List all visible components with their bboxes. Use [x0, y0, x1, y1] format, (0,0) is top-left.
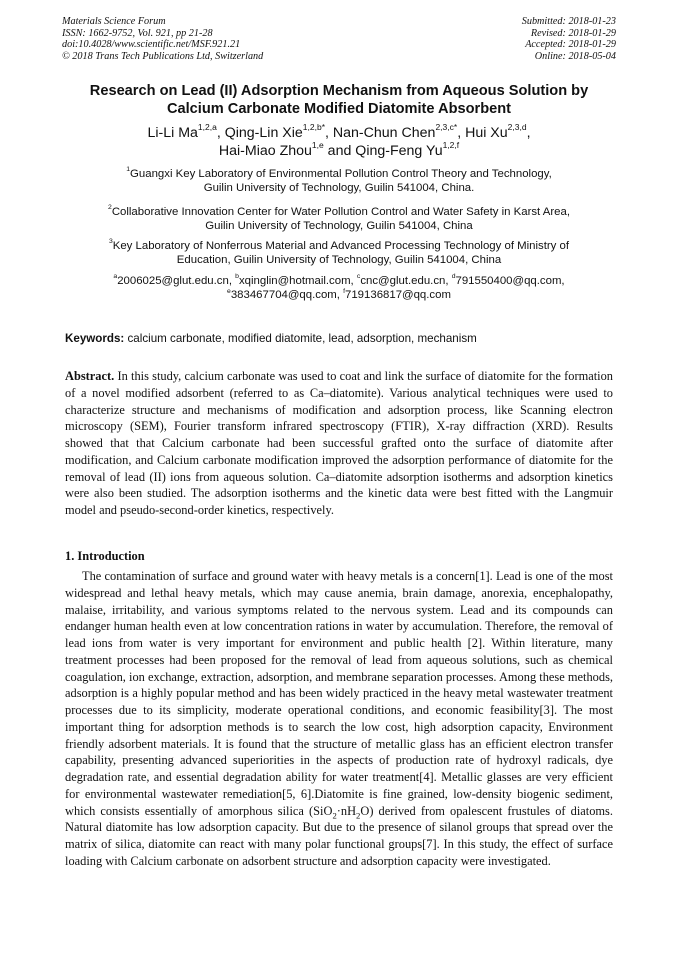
author-affiliation-marker: 1,2,b* — [302, 122, 326, 132]
online-date: Online: 2018-05-04 — [534, 50, 616, 62]
affiliation-2 — [40, 205, 638, 234]
email-marker: b — [235, 273, 239, 281]
author-name: Nan-Chun Chen — [332, 125, 436, 141]
journal-header-left — [62, 16, 263, 62]
revised-date: Revised: 2018-01-29 — [530, 27, 616, 39]
abstract-label: Abstract. — [65, 369, 115, 383]
author-name: Hui Xu — [465, 125, 508, 141]
journal-header-right — [522, 16, 616, 62]
author-name: Hai-Miao Zhou — [218, 143, 312, 159]
submitted-date: Submitted: 2018-01-23 — [521, 16, 616, 27]
affiliation-text: Guilin University of Technology, Guilin 541004, China. — [203, 182, 475, 195]
keywords-text: calcium carbonate, modified diatomite, lead, adsorption, mechanism — [124, 332, 477, 345]
author-name: Li-Li Ma — [147, 125, 198, 141]
affiliation-text: Collaborative Innovation Center for Water Pollution Control and Water Safety in Karst Area, — [111, 206, 570, 218]
introduction-paragraph — [65, 568, 613, 870]
email-address[interactable]: 2006025@glut.edu.cn, — [117, 275, 236, 287]
affiliation-text: Guangxi Key Laboratory of Environmental Pollution Control Theory and Technology, — [130, 168, 552, 180]
journal-name: Materials Science Forum — [62, 16, 166, 27]
formula-subscript: 2 — [332, 809, 337, 820]
keywords-label: Keywords: — [65, 332, 125, 345]
email-marker: e — [227, 287, 231, 295]
formula-subscript: 2 — [356, 809, 361, 820]
affiliation-3 — [40, 239, 638, 268]
email-address[interactable]: 719136817@qq.com — [345, 289, 451, 302]
issn: ISSN: 1662-9752, Vol. 921, pp 21-28 — [62, 27, 213, 39]
author-name: Qing-Lin Xie — [224, 125, 303, 141]
email-address[interactable]: 791550400@qq.com, — [455, 275, 565, 287]
author-line-2 — [50, 142, 628, 160]
affiliation-text: Education, Guilin University of Technology, Guilin 541004, China — [176, 254, 502, 267]
affiliation-1 — [40, 167, 638, 196]
affiliation-text: Guilin University of Technology, Guilin 541004, China — [205, 220, 473, 233]
email-marker: a — [113, 273, 118, 281]
author-affiliation-marker: 1,e — [311, 140, 324, 150]
paper-title — [50, 82, 628, 118]
formula-text: ·nH — [336, 803, 357, 818]
author-separator: , — [325, 125, 333, 141]
author-emails — [40, 274, 638, 303]
author-affiliation-marker: 1,2,f — [442, 140, 460, 150]
affiliation-marker: 3 — [108, 238, 113, 246]
author-separator: , — [216, 125, 225, 141]
email-marker: f — [343, 287, 346, 295]
author-separator: , — [526, 125, 531, 141]
email-address[interactable]: xqinglin@hotmail.com, — [238, 275, 357, 287]
author-list — [50, 124, 628, 160]
author-affiliation-marker: 2,3,c* — [435, 122, 458, 132]
introduction-text: O) derived from opalescent frustules of diatoms. Natural diatomite has low adsorption capacity. But due to the presence of silanol groups that spread over the matrix of silica, diatomite can react with many polar functional groups[7]. In this study, the effect of surface loading with Calcium carbonate on adsorbent structure and adsorption capacity were investigated. — [65, 803, 613, 868]
doi: doi:10.4028/www.scientific.net/MSF.921.21 — [62, 39, 241, 51]
author-affiliation-marker: 2,3,d — [507, 122, 527, 132]
abstract — [65, 368, 613, 519]
author-line-1 — [50, 124, 628, 142]
copyright: © 2018 Trans Tech Publications Ltd, Switzerland — [62, 50, 264, 62]
affiliation-marker: 1 — [126, 166, 131, 174]
introduction-text: The contamination of surface and ground water with heavy metals is a concern[1]. Lead is one of the most widespread and lethal heavy metals, which may cause anemia, brain damage, anorexia, encephalopathy, malaise, irritability, and various symptoms related to the nervous system. Lead and its compounds can endanger human health even at low concentration rations in water by accumulation. Therefore, the removal of lead ions from water is very important for environment and public health [2]. Within literature, many treatment processes had been proposed for the removal of lead from aqueous solutions, such as chemical coagulation, ion exchange, extraction, adsorption, and membrane separation processes. Among these methods, adsorption is a highly popular method and has been widely practiced in the heavy metal wastewater treatment processes due to its simplicity, moderate operational conditions, and economic feasibility[3]. The most important thing for adsorption methods is to search the low cost, high adsorption capacity, Environment friendly adsorbent materials. It is found that the structure of metallic glass has an efficient electron transfer capability, presenting advanced superiorities in the aspects of production rate of hydroxyl radicals, dye degradation rate, and essential degradation ability for water treatment[4]. Metallic glasses are very efficient for environmental wastewater remediation[5, 6].Diatomite is fine grained, low-density biogenic sediment, which consists essentially of amorphous silica (SiO — [65, 569, 613, 818]
accepted-date: Accepted: 2018-01-29 — [525, 39, 616, 51]
email-marker: c — [356, 273, 361, 281]
author-name: Qing-Feng Yu — [355, 143, 443, 159]
email-marker: d — [451, 273, 456, 281]
author-separator: and — [323, 143, 356, 159]
email-address[interactable]: 383467704@qq.com, — [230, 289, 344, 302]
title-line-2: Calcium Carbonate Modified Diatomite Absorbent — [166, 101, 512, 117]
affiliation-marker: 2 — [108, 204, 112, 212]
author-affiliation-marker: 1,2,a — [197, 122, 217, 132]
section-heading-introduction: 1. Introduction — [65, 549, 145, 563]
email-address[interactable]: cnc@glut.edu.cn, — [360, 275, 452, 287]
affiliation-text: Key Laboratory of Nonferrous Material and Advanced Processing Technology of Ministry of — [112, 240, 570, 252]
title-line-1: Research on Lead (II) Adsorption Mechanism from Aqueous Solution by — [89, 83, 589, 99]
keywords — [65, 332, 615, 346]
abstract-text: In this study, calcium carbonate was used to coat and link the surface of diatomite for the formation of a novel modified adsorbent (referred to as Ca–diatomite). Various analytical techniques were used to characterize structure and mechanisms of modification and adsorption process, like Scanning electron microscopy (SEM), Fourier transform infrared spectroscopy (FTIR), X-ray diffraction (XRD). Results showed that that Calcium carbonate had been successful grafted onto the surface of diatomite after modification, and Calcium carbonate modification improved the adsorption performance of diatomite for the removal of lead (II) ions from aqueous solution. Ca–diatomite adsorption isotherms and adsorption kinetics were also been studied. The adsorption isotherms and the kinetic data were best fitted with the Langmuir model and pseudo-second-order kinetics, respectively. — [65, 369, 613, 517]
author-separator: , — [457, 125, 466, 141]
